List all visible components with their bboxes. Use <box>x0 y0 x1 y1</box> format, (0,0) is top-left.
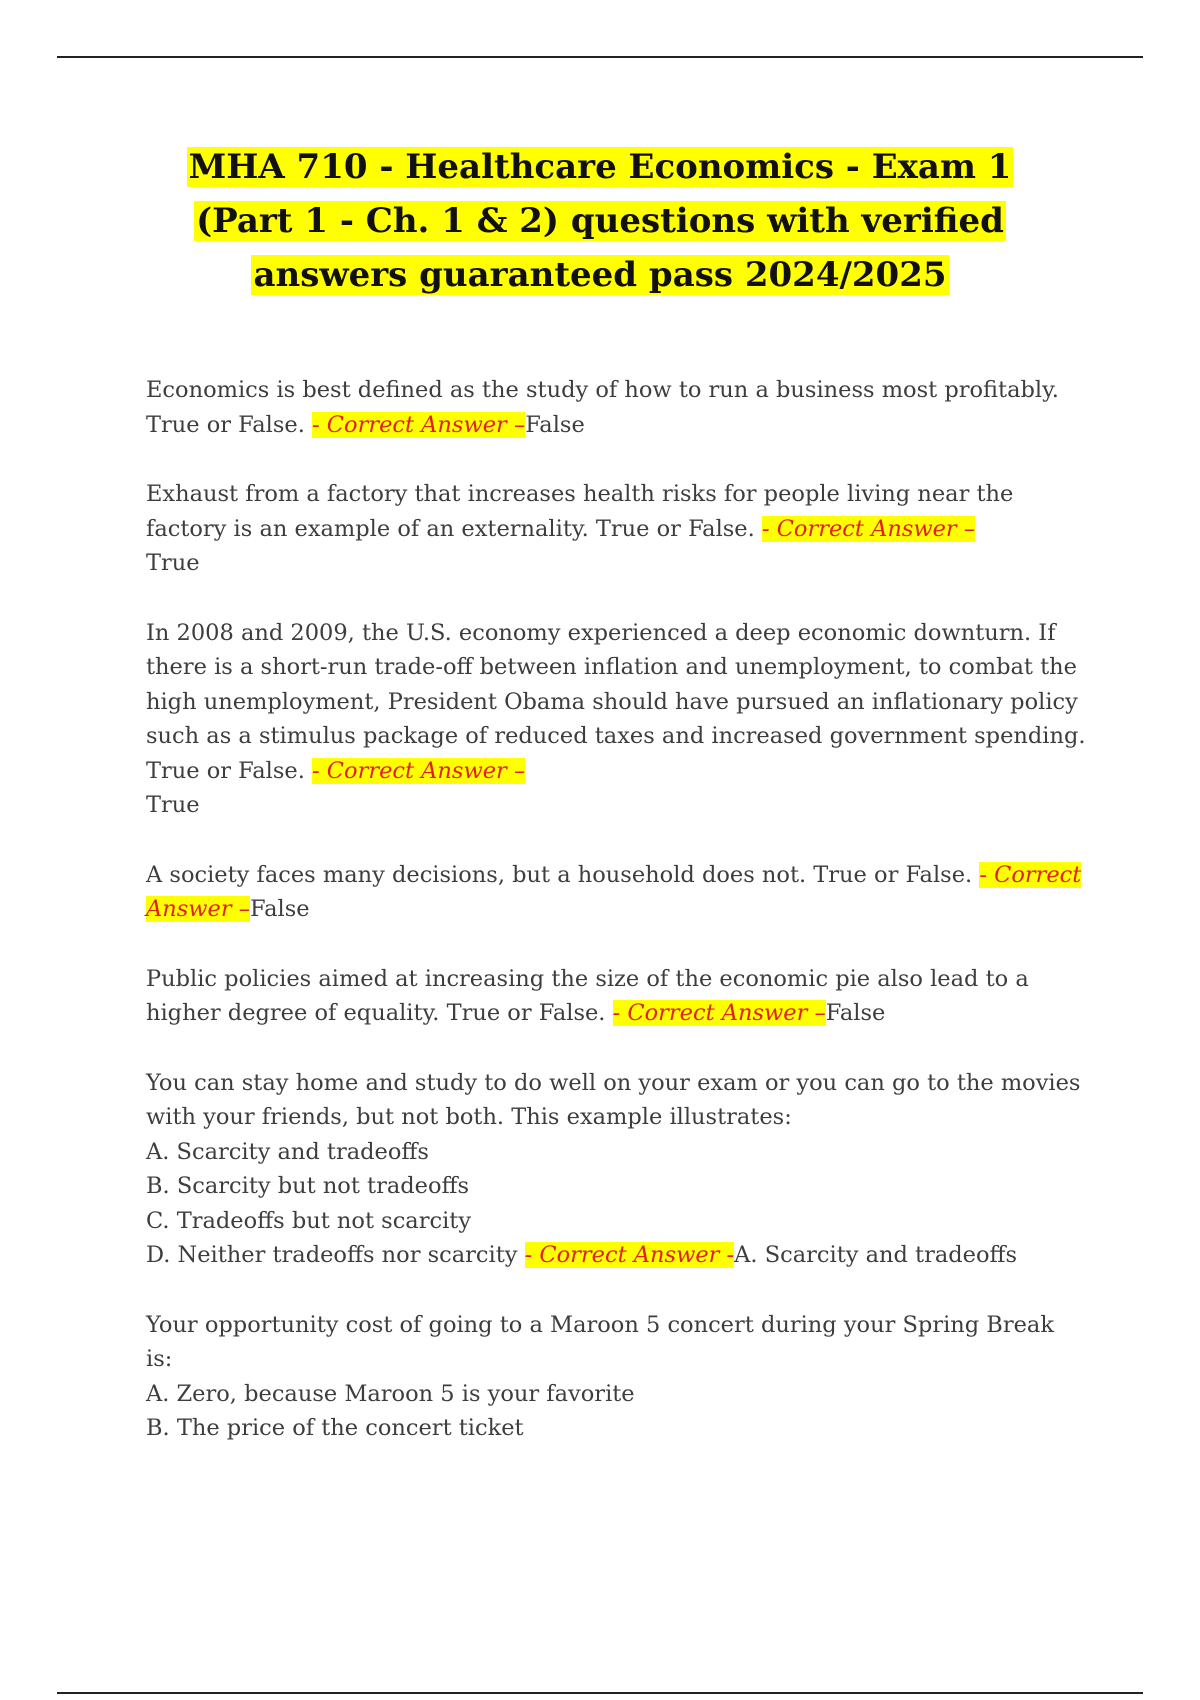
answer-text: False <box>825 1000 886 1026</box>
option-text: D. Neither tradeoffs nor scarcity <box>146 1242 518 1268</box>
question-text: Your opportunity cost of going to a Maroon 5 concert during your Spring Break is: <box>146 1311 1054 1372</box>
correct-answer-label: - Correct Answer – <box>312 411 526 438</box>
question-text: A society faces many decisions, but a household does not. True or False. <box>146 861 973 888</box>
question-item <box>146 373 1086 442</box>
option-item: A. Scarcity and tradeoffs <box>146 1138 429 1165</box>
title-line-3: answers guaranteed pass 2024/2025 <box>253 255 947 295</box>
question-text: In 2008 and 2009, the U.S. economy experienced a deep economic downturn. If there is a short-run trade-off between inflation and unemployment, to combat the high unemployment, President Obama should have pursued an inflationary policy such as a stimulus package of reduced taxes and increased government spending. True or False. <box>146 619 1086 784</box>
question-item <box>146 1066 1086 1273</box>
answer-text: False <box>250 896 310 922</box>
question-item <box>146 616 1086 823</box>
option-item: C. Tradeoffs but not scarcity <box>146 1207 472 1234</box>
question-item <box>146 858 1086 927</box>
title-line-1: MHA 710 - Healthcare Economics - Exam 1 <box>188 147 1012 187</box>
answer-text: A. Scarcity and tradeoffs <box>734 1242 1018 1268</box>
option-item-last <box>146 1238 1086 1273</box>
title-line-2: (Part 1 - Ch. 1 & 2) questions with verified <box>196 201 1004 241</box>
correct-answer-label: - Correct Answer – <box>612 1000 826 1026</box>
question-item <box>146 962 1086 1031</box>
option-item: A. Zero, because Maroon 5 is your favorite <box>146 1380 635 1407</box>
header-rule <box>57 56 1143 58</box>
question-item <box>146 1308 1086 1446</box>
document-body <box>146 373 1086 1481</box>
answer-text: True <box>146 550 200 576</box>
question-text: Exhaust from a factory that increases health risks for people living near the factory is an example of an externality. True or False. <box>146 481 1014 542</box>
question-item <box>146 477 1086 581</box>
correct-answer-label: - Correct Answer – <box>761 515 976 542</box>
question-text: Economics is best defined as the study of how to run a business most profitably. True or False. <box>146 377 1059 438</box>
option-item: B. The price of the concert ticket <box>146 1415 524 1441</box>
footer-rule <box>57 1692 1143 1694</box>
answer-text: False <box>525 411 585 438</box>
document-title <box>120 140 1080 302</box>
question-text: You can stay home and study to do well on your exam or you can go to the movies with your friends, but not both. This example illustrates: <box>146 1069 1081 1130</box>
answer-text: True <box>146 792 200 818</box>
correct-answer-label: - Correct Answer – <box>312 757 526 784</box>
question-text: Public policies aimed at increasing the size of the economic pie also lead to a higher degree of equality. True or False. <box>146 965 1029 1026</box>
option-item: B. Scarcity but not tradeoffs <box>146 1173 470 1199</box>
correct-answer-label: - Correct Answer – <box>146 861 1082 922</box>
correct-answer-label: - Correct Answer - <box>524 1242 735 1268</box>
